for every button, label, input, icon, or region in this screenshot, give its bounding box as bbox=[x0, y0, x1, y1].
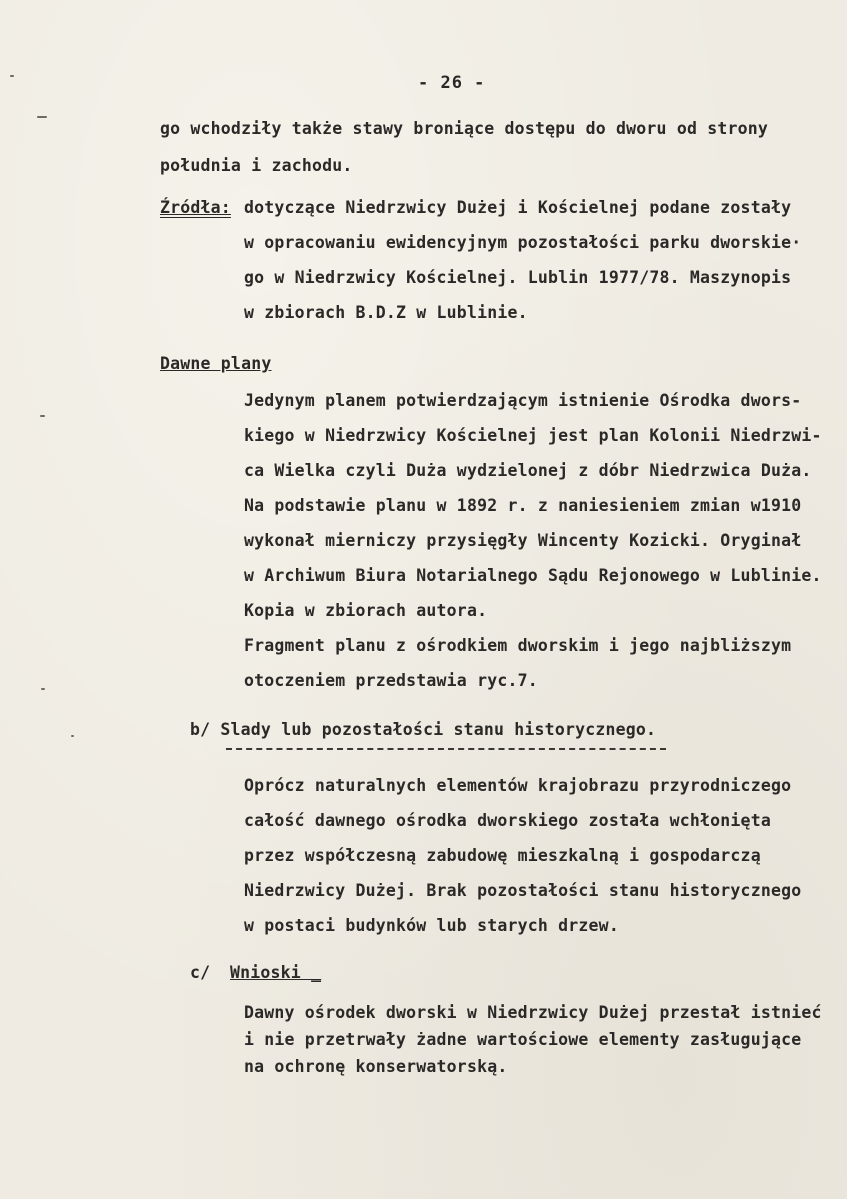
old-plans-line: Fragment planu z ośrodkiem dworskim i jego najbliższym bbox=[244, 636, 792, 655]
section-c-prefix: c/ bbox=[190, 963, 211, 982]
sources-label: Źródła: bbox=[160, 198, 231, 217]
sources-line: w zbiorach B.D.Z w Lublinie. bbox=[244, 303, 528, 322]
old-plans-line: otoczeniem przedstawia ryc.7. bbox=[244, 671, 538, 690]
margin-speck bbox=[41, 688, 45, 690]
intro-line: południa i zachodu. bbox=[160, 156, 353, 175]
old-plans-line: Jedynym planem potwierdzającym istnienie Ośrodka dwors- bbox=[244, 391, 802, 410]
section-b-underline bbox=[226, 748, 666, 750]
old-plans-line: ca Wielka czyli Duża wydzielonej z dóbr Niedrzwica Duża. bbox=[244, 461, 812, 480]
old-plans-line: Na podstawie planu w 1892 r. z naniesieniem zmian w1910 bbox=[244, 496, 802, 515]
section-c-line: na ochronę konserwatorską. bbox=[244, 1057, 508, 1076]
section-b-line: całość dawnego ośrodka dworskiego została wchłonięta bbox=[244, 811, 771, 830]
old-plans-label: Dawne plany bbox=[160, 354, 272, 373]
margin-speck bbox=[40, 415, 45, 417]
section-c-line: i nie przetrwały żadne wartościowe elementy zasługujące bbox=[244, 1030, 802, 1049]
old-plans-line: Kopia w zbiorach autora. bbox=[244, 601, 488, 620]
old-plans-line: w Archiwum Biura Notarialnego Sądu Rejonowego w Lublinie. bbox=[244, 566, 822, 585]
sources-line: go w Niedrzwicy Kościelnej. Lublin 1977/78. Maszynopis bbox=[244, 268, 792, 287]
section-b-line: w postaci budynków lub starych drzew. bbox=[244, 916, 619, 935]
margin-speck bbox=[71, 735, 74, 737]
sources-line: w opracowaniu ewidencyjnym pozostałości parku dworskie· bbox=[244, 233, 802, 252]
intro-line: go wchodziły także stawy broniące dostępu do dworu od strony bbox=[160, 119, 769, 138]
margin-speck bbox=[37, 116, 47, 118]
sources-line: dotyczące Niedrzwicy Dużej i Kościelnej podane zostały bbox=[244, 198, 792, 217]
section-b-line: Niedrzwicy Dużej. Brak pozostałości stanu historycznego bbox=[244, 881, 802, 900]
old-plans-line: wykonał mierniczy przysięgły Wincenty Kozicki. Oryginał bbox=[244, 531, 802, 550]
section-b-heading: b/ Slady lub pozostałości stanu historycznego. bbox=[190, 720, 657, 739]
margin-speck bbox=[10, 75, 14, 77]
old-plans-line: kiego w Niedrzwicy Kościelnej jest plan Kolonii Niedrzwi- bbox=[244, 426, 822, 445]
page-number: - 26 - bbox=[418, 73, 486, 93]
section-c-line: Dawny ośrodek dworski w Niedrzwicy Dużej przestał istnieć bbox=[244, 1003, 822, 1022]
section-c-label: Wnioski _ bbox=[230, 963, 322, 982]
section-b-line: przez współczesną zabudowę mieszkalną i gospodarczą bbox=[244, 846, 761, 865]
section-b-line: Oprócz naturalnych elementów krajobrazu przyrodniczego bbox=[244, 776, 792, 795]
